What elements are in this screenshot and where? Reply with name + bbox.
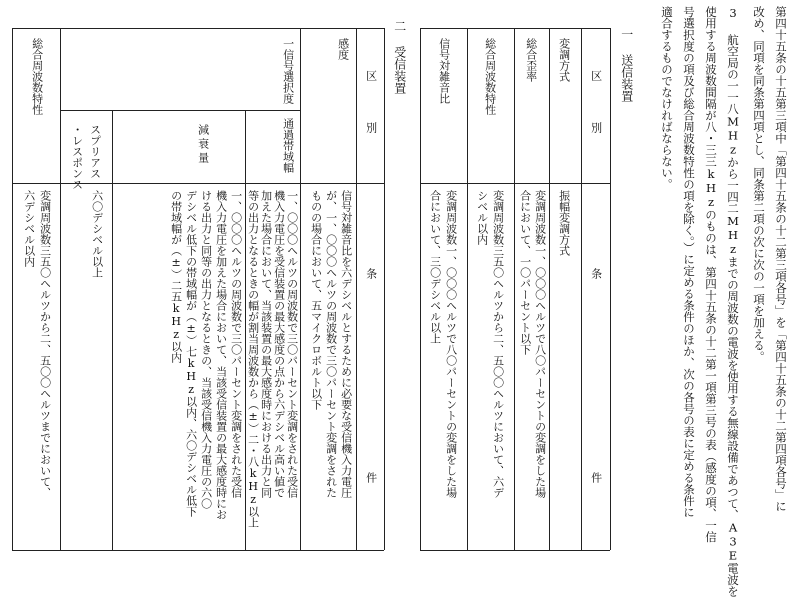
gensui-cond: デシベル低下の帯域幅が（±）七kHz以内、六〇デシベル低下: [184, 190, 198, 517]
preamble-line-5: 号選択度の項及び総合周波数特性の項を除く。）に定める条件のほか、次の各号の表に定める条件に: [682, 6, 696, 518]
senta-label: 一信号選択度: [281, 38, 295, 104]
section2-title: 二 受信装置: [392, 20, 407, 94]
section1-row-cond: 変調周波数三五〇ヘルツから二、五〇〇ヘルツにおいて、六デ: [491, 190, 505, 498]
tsuka-cond: 加えた場合において、当該装置の最大感度時における出力と同: [259, 190, 273, 498]
spurious-label-1: スプリアス: [88, 124, 102, 179]
section1-header-kubun: 区 別: [589, 70, 603, 147]
kando-cond: が、一、〇〇〇ヘルツの周波数で三〇パーセント変調をされた: [324, 190, 338, 498]
section1-row-cond: 振幅変調方式: [557, 190, 571, 256]
kando-cond: 信号対雑音比を六デシベルとするために必要な受信機入力電圧: [339, 190, 353, 498]
section1-title: 一 送信装置: [619, 28, 634, 102]
sogo-label: 総合周波数特性: [30, 38, 44, 115]
section1-row-label: 総合歪率: [524, 38, 538, 82]
sogo-cond: 六デシベル以内: [22, 190, 36, 267]
preamble-line-6: 適合するものでなければならない。: [660, 6, 674, 190]
section1-row-cond: 変調周波数一、〇〇〇ヘルツで八〇パーセントの変調をした場: [533, 190, 547, 498]
section1-row-cond: 合において、三〇デシベル以上: [428, 190, 442, 344]
tsuka-cond: 等の出力となるときの幅が割当周波数から（±）二・八kHz以上: [246, 190, 260, 528]
section1-row-label: 変調方式: [557, 38, 571, 82]
tsuka-cond: 一、〇〇〇ヘルツの周波数で三〇パーセント変調をされた受信: [285, 190, 299, 498]
sogo-cond: 変調周波数三五〇ヘルツから二、五〇〇ヘルツまでにおいて、: [38, 190, 52, 498]
preamble-line-1: 第四十五条の十五第三項中「第四十五条の十二第三項各号」を「第四十五条の十二第四項各号」に: [774, 6, 788, 512]
section2-header-kubun: 区 別: [364, 70, 378, 147]
spurious-cond: 六〇デシベル以上: [90, 190, 104, 278]
kando-cond: ものの場合において、五マイクロボルト以下: [309, 190, 323, 410]
tsuka-label: 通過帯域幅: [281, 118, 295, 173]
gensui-cond: ける出力と同等の出力となるときの、当該受信機入力電圧の六〇: [199, 190, 213, 509]
preamble-line-3: 3 航空局の一一八MHzから一四二MHzまでの周波数の電波を使用する無線設備であつて、A3E電波を: [726, 6, 740, 597]
tsuka-cond: 機入力電圧を受信装置の最大感度の点から六デシベル高い値で: [272, 190, 286, 498]
section1-header-joken: 条 件: [589, 268, 603, 573]
spurious-label-2: ・レスポンス: [70, 124, 84, 190]
gensui-label: 減衰量: [196, 124, 210, 166]
preamble-line-2: 改め、同項を同条第四項とし、同条第二項の次に次の一項を加える。: [752, 6, 766, 363]
gensui-cond: の帯域幅が（±）二五kHz以内: [169, 190, 183, 363]
section1-row-label: 信号対雑音比: [437, 38, 451, 104]
kando-label: 感度: [336, 38, 350, 60]
section1-row-cond: 変調周波数一、〇〇〇ヘルツで八〇パーセントの変調をした場: [444, 190, 458, 498]
section1-row-cond: シベル以内: [475, 190, 489, 245]
preamble-line-4: 使用する周波数間隔が八・三三kHzのものは、第四十五条の十二第一項第三号の表（感度の項、一信: [704, 6, 718, 543]
gensui-cond: 一、〇〇〇ヘルツの周波数で三〇パーセント変調をされた受信: [229, 190, 243, 498]
section2-header-joken: 条 件: [364, 268, 378, 573]
gensui-cond: 機入力電圧を加えた場合において、当該受信装置の最大感度時にお: [214, 190, 228, 520]
section1-row-label: 総合周波数特性: [483, 38, 497, 115]
section1-row-cond: 合において、一〇パーセント以下: [518, 190, 532, 355]
